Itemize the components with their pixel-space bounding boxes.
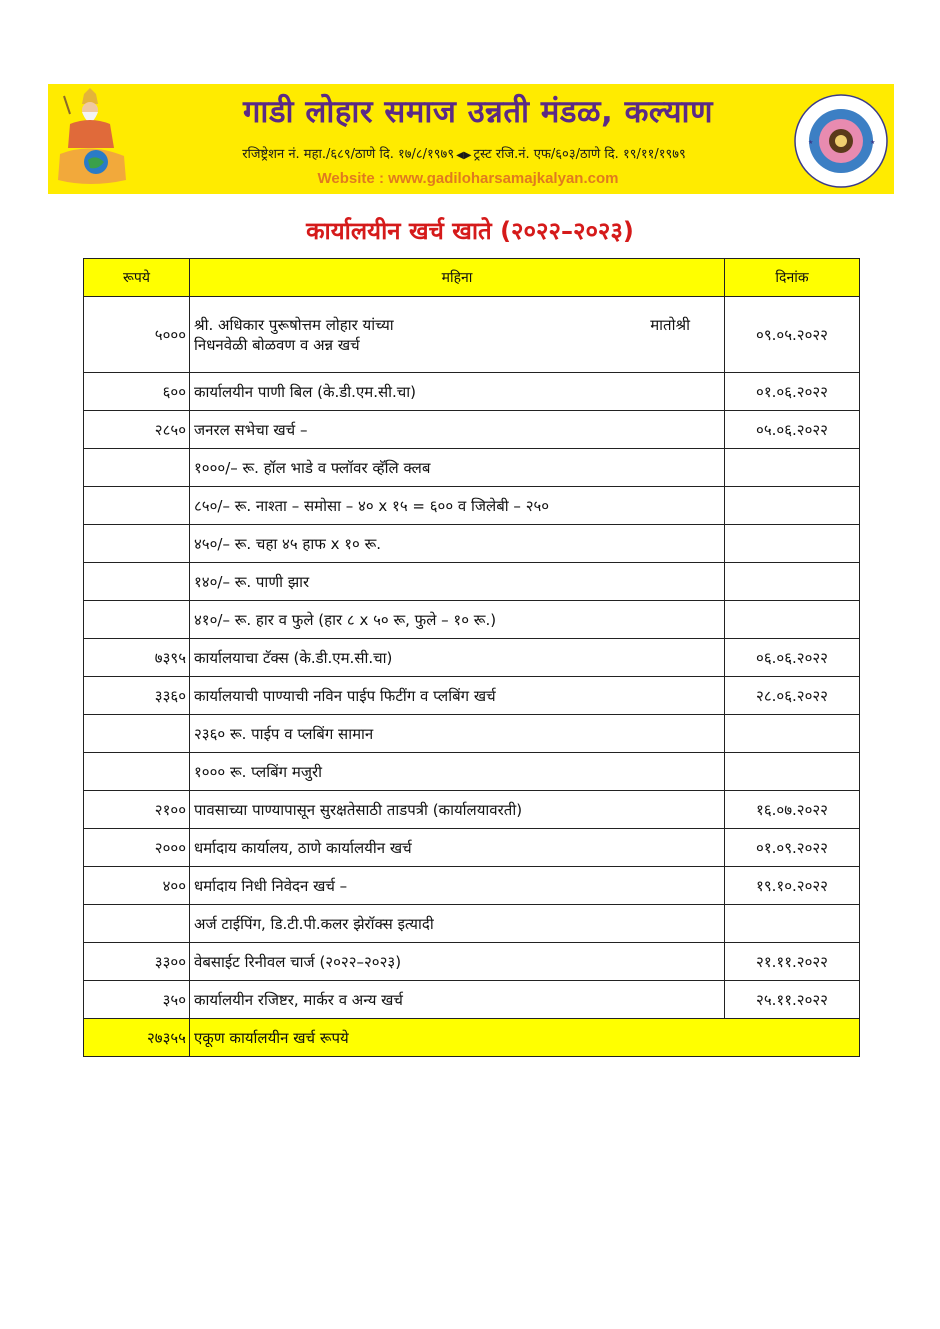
amount-cell: ३३०० [84, 943, 190, 981]
date-cell: ०९.०५.२०२२ [725, 297, 860, 373]
date-cell: १९.१०.२०२२ [725, 867, 860, 905]
description-cell: कार्यालयाची पाण्याची नविन पाईप फिटींग व प्लबिंग खर्च [190, 677, 725, 715]
date-cell: ०१.०६.२०२२ [725, 373, 860, 411]
description-cell [190, 297, 725, 373]
amount-cell: ४०० [84, 867, 190, 905]
date-cell [725, 715, 860, 753]
amount-cell [84, 601, 190, 639]
total-row [84, 1019, 860, 1057]
date-cell [725, 905, 860, 943]
svg-text:★: ★ [870, 139, 876, 146]
amount-cell [84, 905, 190, 943]
total-label: एकूण कार्यालयीन खर्च रूपये [190, 1019, 860, 1057]
amount-cell: २००० [84, 829, 190, 867]
table-row [84, 905, 860, 943]
svg-text:★: ★ [808, 139, 814, 146]
date-cell [725, 601, 860, 639]
description-cell: १४०/– रू. पाणी झार [190, 563, 725, 601]
description-cell: ८५०/– रू. नाश्ता – समोसा – ४० x १५ = ६०० व जिलेबी – २५० [190, 487, 725, 525]
description-cell: अर्ज टाईपिंग, डि.टी.पी.कलर झेरॉक्स इत्यादी [190, 905, 725, 943]
table-row [84, 601, 860, 639]
table-row [84, 715, 860, 753]
table-row [84, 297, 860, 373]
vishwakarma-figure-icon [54, 88, 130, 190]
table-row [84, 829, 860, 867]
description-cell: पावसाच्या पाण्यापासून सुरक्षतेसाठी ताडपत्री (कार्यालयावरती) [190, 791, 725, 829]
registration-right: ट्रस्ट रजि.नं. एफ/६०३/ठाणे दि. १९/११/१९७९ [473, 147, 686, 162]
date-cell: ०१.०९.२०२२ [725, 829, 860, 867]
table-row [84, 639, 860, 677]
header-date: दिनांक [725, 259, 860, 297]
header-amount: रूपये [84, 259, 190, 297]
arrows-icon: ◀▶ [456, 150, 472, 161]
amount-cell: २१०० [84, 791, 190, 829]
total-amount: २७३५५ [84, 1019, 190, 1057]
table-row [84, 791, 860, 829]
website-text: Website : www.gadiloharsamajkalyan.com [317, 170, 619, 187]
date-cell [725, 563, 860, 601]
date-cell: २१.११.२०२२ [725, 943, 860, 981]
table-row [84, 563, 860, 601]
amount-cell: ३३६० [84, 677, 190, 715]
date-cell: १६.०७.२०२२ [725, 791, 860, 829]
date-cell [725, 753, 860, 791]
amount-cell [84, 715, 190, 753]
header-banner [48, 84, 894, 194]
amount-cell: ७३९५ [84, 639, 190, 677]
description-cell: कार्यालयाचा टॅक्स (के.डी.एम.सी.चा) [190, 639, 725, 677]
description-cell: धर्मादाय निधी निवेदन खर्च – [190, 867, 725, 905]
table-row [84, 981, 860, 1019]
amount-cell [84, 449, 190, 487]
description-cell: कार्यालयीन रजिष्टर, मार्कर व अन्य खर्च [190, 981, 725, 1019]
org-name: गाडी लोहार समाज उन्नती मंडळ, कल्याण [242, 94, 713, 130]
table-row [84, 943, 860, 981]
amount-cell: ५००० [84, 297, 190, 373]
header-month: महिना [190, 259, 725, 297]
document-title: कार्यालयीन खर्च खाते (२०२२–२०२३) [306, 217, 634, 245]
description-cell: ४५०/– रू. चहा ४५ हाफ x १० रू. [190, 525, 725, 563]
amount-cell [84, 563, 190, 601]
table-header-row [84, 259, 860, 297]
description-cell: जनरल सभेचा खर्च – [190, 411, 725, 449]
table-row [84, 449, 860, 487]
description-cell: १००० रू. प्लबिंग मजुरी [190, 753, 725, 791]
amount-cell: ३५० [84, 981, 190, 1019]
date-cell [725, 525, 860, 563]
description-cell: १०००/– रू. हॉल भाडे व फ्लॉवर व्हॅलि क्लब [190, 449, 725, 487]
amount-cell [84, 753, 190, 791]
table-row [84, 677, 860, 715]
description-cell: २३६० रू. पाईप व प्लबिंग सामान [190, 715, 725, 753]
date-cell: ०५.०६.२०२२ [725, 411, 860, 449]
description-line: श्री. अधिकार पुरूषोत्तम लोहार यांच्या [194, 315, 394, 334]
table-row [84, 411, 860, 449]
expense-table [83, 258, 860, 1057]
description-line: मातोश्री [650, 315, 690, 334]
table-row [84, 525, 860, 563]
date-cell: ०६.०६.२०२२ [725, 639, 860, 677]
description-cell: ४१०/– रू. हार व फुले (हार ८ x ५० रू, फुले – १० रू.) [190, 601, 725, 639]
table-row [84, 487, 860, 525]
table-row [84, 753, 860, 791]
table-row [84, 373, 860, 411]
date-cell: २५.११.२०२२ [725, 981, 860, 1019]
table-row [84, 867, 860, 905]
amount-cell [84, 525, 190, 563]
description-cell: वेबसाईट रिनीवल चार्ज (२०२२–२०२३) [190, 943, 725, 981]
registration-left: रजिष्ट्रेशन नं. महा./६८९/ठाणे दि. १७/८/१९७९ [242, 147, 455, 162]
date-cell [725, 487, 860, 525]
organization-seal-logo [794, 94, 888, 188]
description-line: निधनवेळी बोळवण व अन्न खर्च [194, 335, 360, 354]
description-cell: धर्मादाय कार्यालय, ठाणे कार्यालयीन खर्च [190, 829, 725, 867]
description-cell: कार्यालयीन पाणी बिल (के.डी.एम.सी.चा) [190, 373, 725, 411]
date-cell: २८.०६.२०२२ [725, 677, 860, 715]
amount-cell [84, 487, 190, 525]
registration-line [132, 144, 796, 162]
amount-cell: ६०० [84, 373, 190, 411]
amount-cell: २८५० [84, 411, 190, 449]
date-cell [725, 449, 860, 487]
